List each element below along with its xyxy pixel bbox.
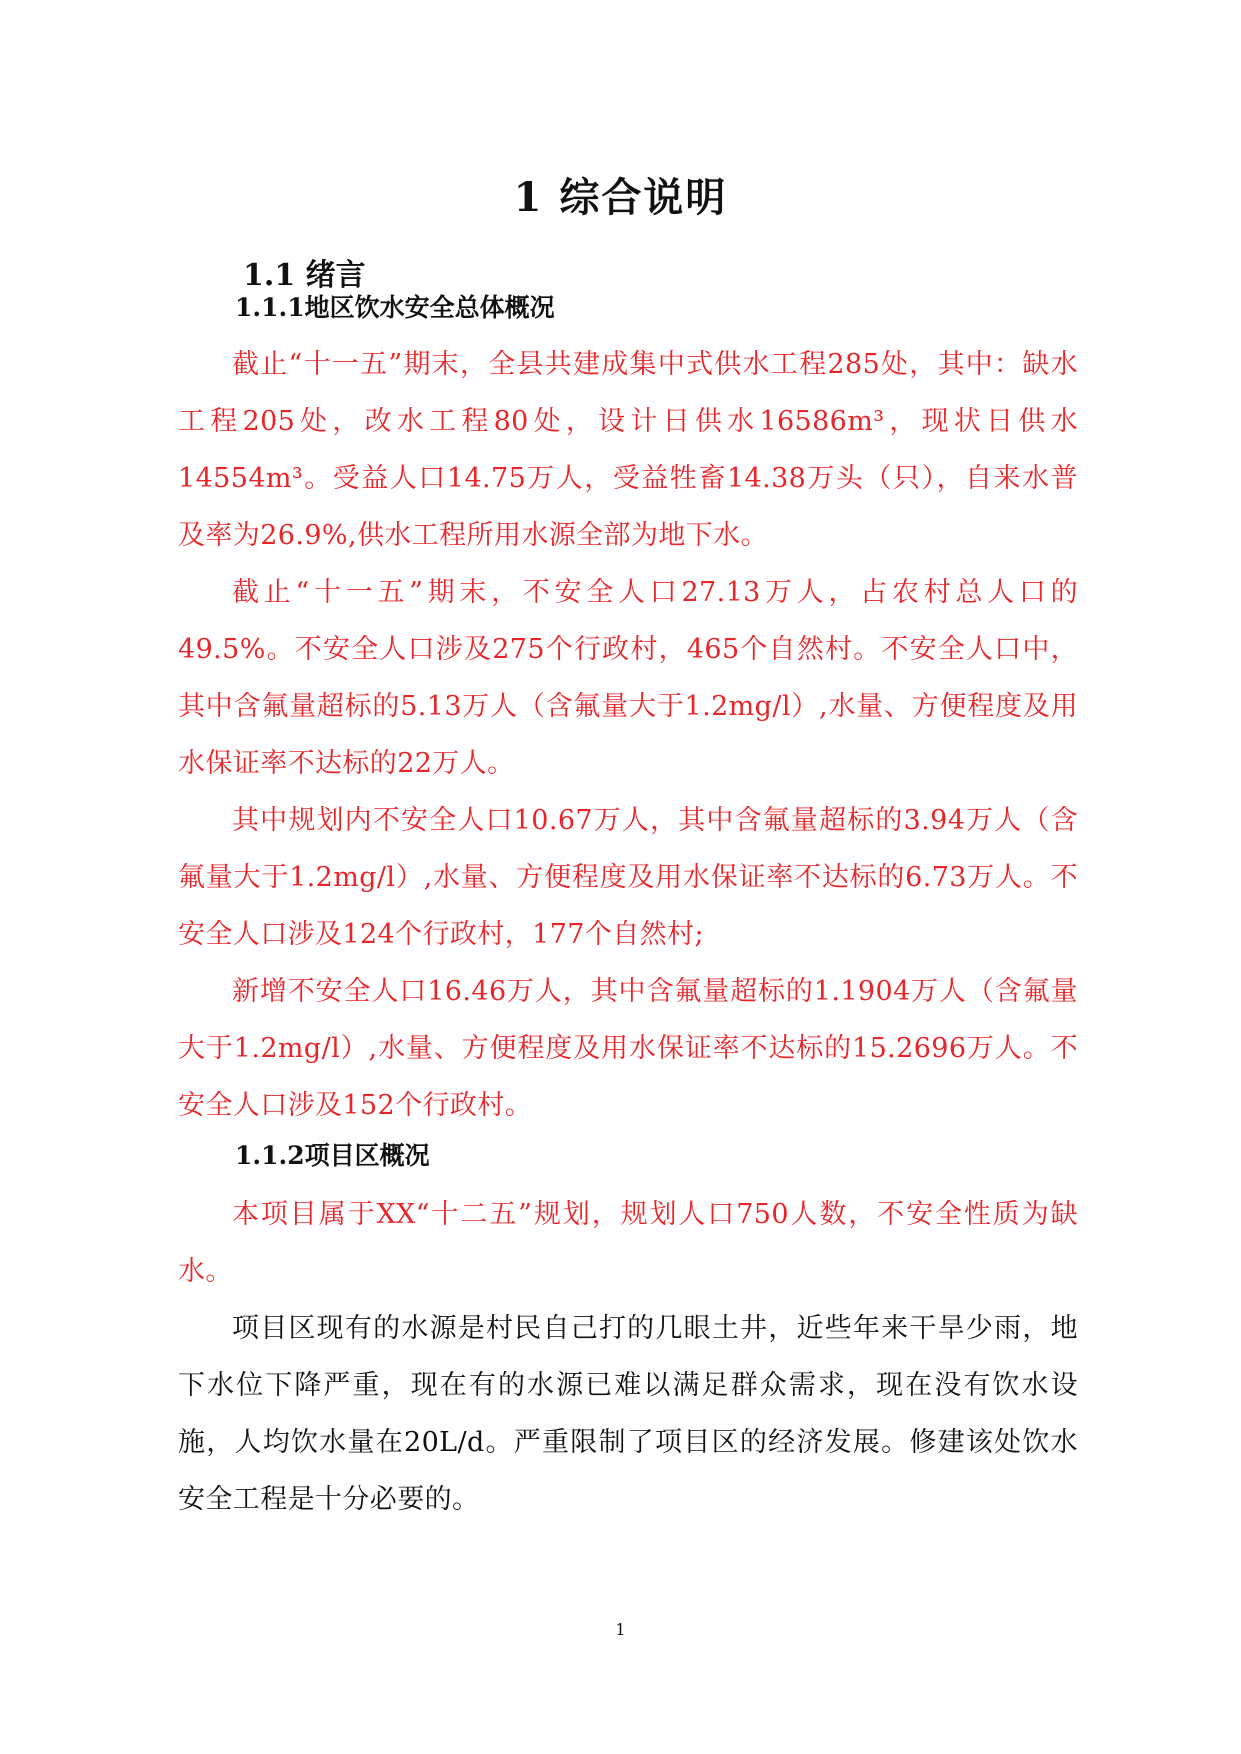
section-heading-1-1: 1.1 绪言 [243, 258, 366, 293]
paragraph-water-supply-summary: 截止“十一五”期末，全县共建成集中式供水工程285处，其中：缺水工程205处，改水工程80处，设计日供水16586m³，现状日供水14554m³。受益人口14.75万人，受益牲畜14.38万头（只），自来水普及率为26.9%,供水工程所用水源全部为地下水。 [178, 349, 1078, 551]
paragraph-project-area-water-source: 项目区现有的水源是村民自己打的几眼土井，近些年来干旱少雨，地下水位下降严重，现在有的水源已难以满足群众需求，现在没有饮水设施，人均饮水量在20L/d。严重限制了项目区的经济发展。修建该处饮水安全工程是十分必要的。 [178, 1313, 1078, 1515]
paragraph-unsafe-population: 截止“十一五”期末，不安全人口27.13万人，占农村总人口的49.5%。不安全人口涉及275个行政村，465个自然村。不安全人口中，其中含氟量超标的5.13万人（含氟量大于1.2mg/l）,水量、方便程度及用水保证率不达标的22万人。 [178, 577, 1078, 779]
paragraph-planned-unsafe-population: 其中规划内不安全人口10.67万人，其中含氟量超标的3.94万人（含氟量大于1.2mg/l）,水量、方便程度及用水保证率不达标的6.73万人。不安全人口涉及124个行政村，177个自然村; [178, 805, 1078, 950]
paragraph-project-scope: 本项目属于XX“十二五”规划，规划人口750人数，不安全性质为缺水。 [178, 1199, 1078, 1287]
subsection-heading-1-1-2: 1.1.2项目区概况 [235, 1141, 430, 1170]
chapter-title: 1 综合说明 [513, 174, 728, 221]
subsection-heading-1-1-1: 1.1.1地区饮水安全总体概况 [235, 293, 555, 322]
paragraph-new-unsafe-population: 新增不安全人口16.46万人，其中含氟量超标的1.1904万人（含氟量大于1.2mg/l）,水量、方便程度及用水保证率不达标的15.2696万人。不安全人口涉及152个行政村。 [178, 976, 1078, 1121]
page-number: 1 [615, 1620, 626, 1639]
